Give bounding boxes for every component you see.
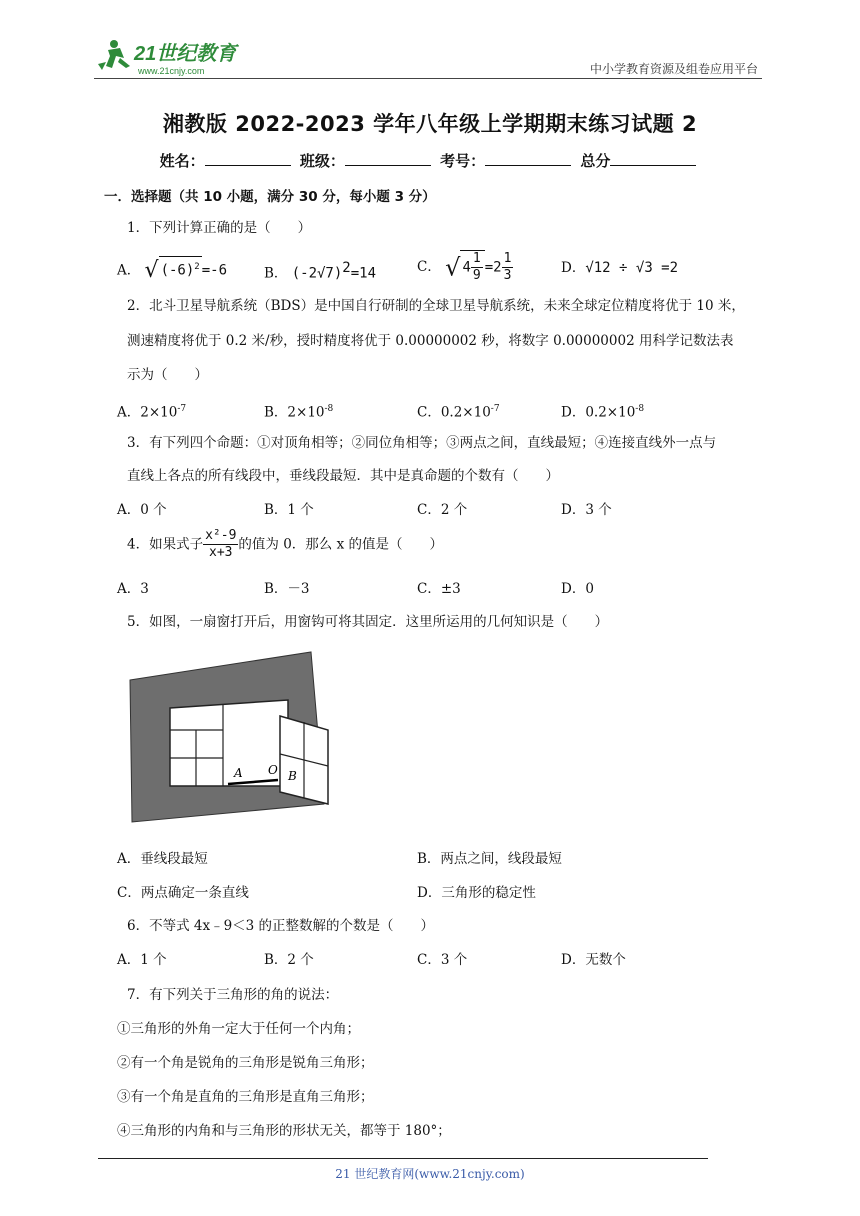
svg-text:21世纪教育: 21世纪教育 [134, 43, 237, 65]
q3-line2: 直线上各点的所有线段中，垂线段最短．其中是真命题的个数有（ ） [127, 468, 559, 484]
site-logo [94, 36, 264, 80]
figure-label-o: O [268, 763, 278, 777]
footer-divider [98, 1158, 708, 1159]
footer-link[interactable]: 21 世纪教育网(www.21cnjy.com) [335, 1167, 525, 1181]
exam-no-label: 考号： [440, 152, 486, 170]
section-heading: 一．选择题（共 10 小题，满分 30 分，每小题 3 分） [104, 189, 436, 205]
q1-stem: 1．下列计算正确的是（ ） [127, 220, 312, 236]
figure-label-a: A [234, 766, 243, 780]
q1-option-d: D．√12 ÷ √3 =2 [561, 260, 679, 276]
q6-stem: 6．不等式 4x﹣9＜3 的正整数解的个数是（ ） [127, 918, 435, 934]
q1-option-c: C． √ 4 $\frac{1}{9}$ =2 $\frac{1}{3}$ [417, 251, 512, 283]
q6-option-a: A．1 个 [117, 952, 167, 968]
q3-option-b: B．1 个 [264, 502, 314, 518]
figure-label-b: B [288, 769, 297, 783]
q6-option-c: C．3 个 [417, 952, 468, 968]
q7-statement-3: ③有一个角是直角的三角形是直角三角形； [117, 1089, 374, 1105]
q4-option-b: B．－3 [264, 581, 310, 597]
q4-stem: 4．如果式子 $\frac{\text{x²-9}}{x+3}$ 的值为 0．那么 x 的值是（ ） [127, 528, 443, 560]
score-blank[interactable] [610, 151, 696, 166]
q7-statement-1: ①三角形的外角一定大于任何一个内角； [117, 1021, 360, 1037]
q5-option-d: D．三角形的稳定性 [417, 885, 536, 901]
q5-option-a: A．垂线段最短 [117, 851, 208, 867]
q3-option-c: C．2 个 [417, 502, 468, 518]
q5-option-c: C．两点确定一条直线 [117, 885, 249, 901]
q4-option-a: A．3 [117, 581, 149, 597]
svg-text:www.21cnjy.com: www.21cnjy.com [138, 66, 205, 76]
header-platform-text: 中小学教育资源及组卷应用平台 [589, 62, 758, 76]
q5-stem: 5．如图，一扇窗打开后，用窗钩可将其固定．这里所运用的几何知识是（ ） [127, 614, 609, 630]
q3-option-d: D．3 个 [561, 502, 612, 518]
q4-option-d: D．0 [561, 581, 594, 597]
class-label: 班级： [299, 152, 345, 170]
q7-statement-2: ②有一个角是锐角的三角形是锐角三角形； [117, 1055, 374, 1071]
q1-option-a: A． √ $(-6)^2 =-6$ [117, 256, 227, 281]
q2-line3: 示为（ ） [127, 367, 208, 383]
q2-option-b: B．$2\times 10^{-8}$ [264, 404, 334, 421]
q2-option-a: A．$2\times 10^{-7}$ [117, 404, 187, 421]
q3-line1: 3．有下列四个命题：①对顶角相等；②同位角相等；③两点之间，直线最短；④连接直线外一点与 [127, 435, 717, 451]
exam-no-blank[interactable] [485, 151, 571, 166]
name-label: 姓名： [159, 152, 205, 170]
q7-stem: 7．有下列关于三角形的角的说法： [127, 987, 339, 1003]
page-title: 湘教版 2022-2023 学年八年级上学期期末练习试题 2 [162, 112, 698, 136]
header-divider [94, 78, 762, 79]
q1-option-b: B． $(-2√7)^2=14$ [264, 260, 377, 282]
q3-option-a: A．0 个 [117, 502, 167, 518]
q6-option-d: D．无数个 [561, 952, 626, 968]
q2-option-d: D．$0.2\times 10^{-8}$ [561, 404, 645, 421]
score-label: 总分 [580, 152, 611, 170]
q2-line1: 2．北斗卫星导航系统（BDS）是中国自行研制的全球卫星导航系统，未来全球定位精度将优于 10 米， [127, 298, 745, 314]
q4-option-c: C．±3 [417, 581, 461, 597]
name-blank[interactable] [205, 151, 291, 166]
q6-option-b: B．2 个 [264, 952, 314, 968]
q7-statement-4: ④三角形的内角和与三角形的形状无关，都等于 180°； [117, 1123, 451, 1139]
q2-option-c: C．$0.2\times 10^{-7}$ [417, 404, 500, 421]
window-figure [128, 650, 352, 824]
q5-option-b: B．两点之间，线段最短 [417, 851, 562, 867]
student-info-row [0, 150, 860, 171]
class-blank[interactable] [345, 151, 431, 166]
q2-line2: 测速精度将优于 0.2 米/秒，授时精度将优于 0.00000002 秒，将数字 0.00000002 用科学记数法表 [127, 333, 734, 349]
